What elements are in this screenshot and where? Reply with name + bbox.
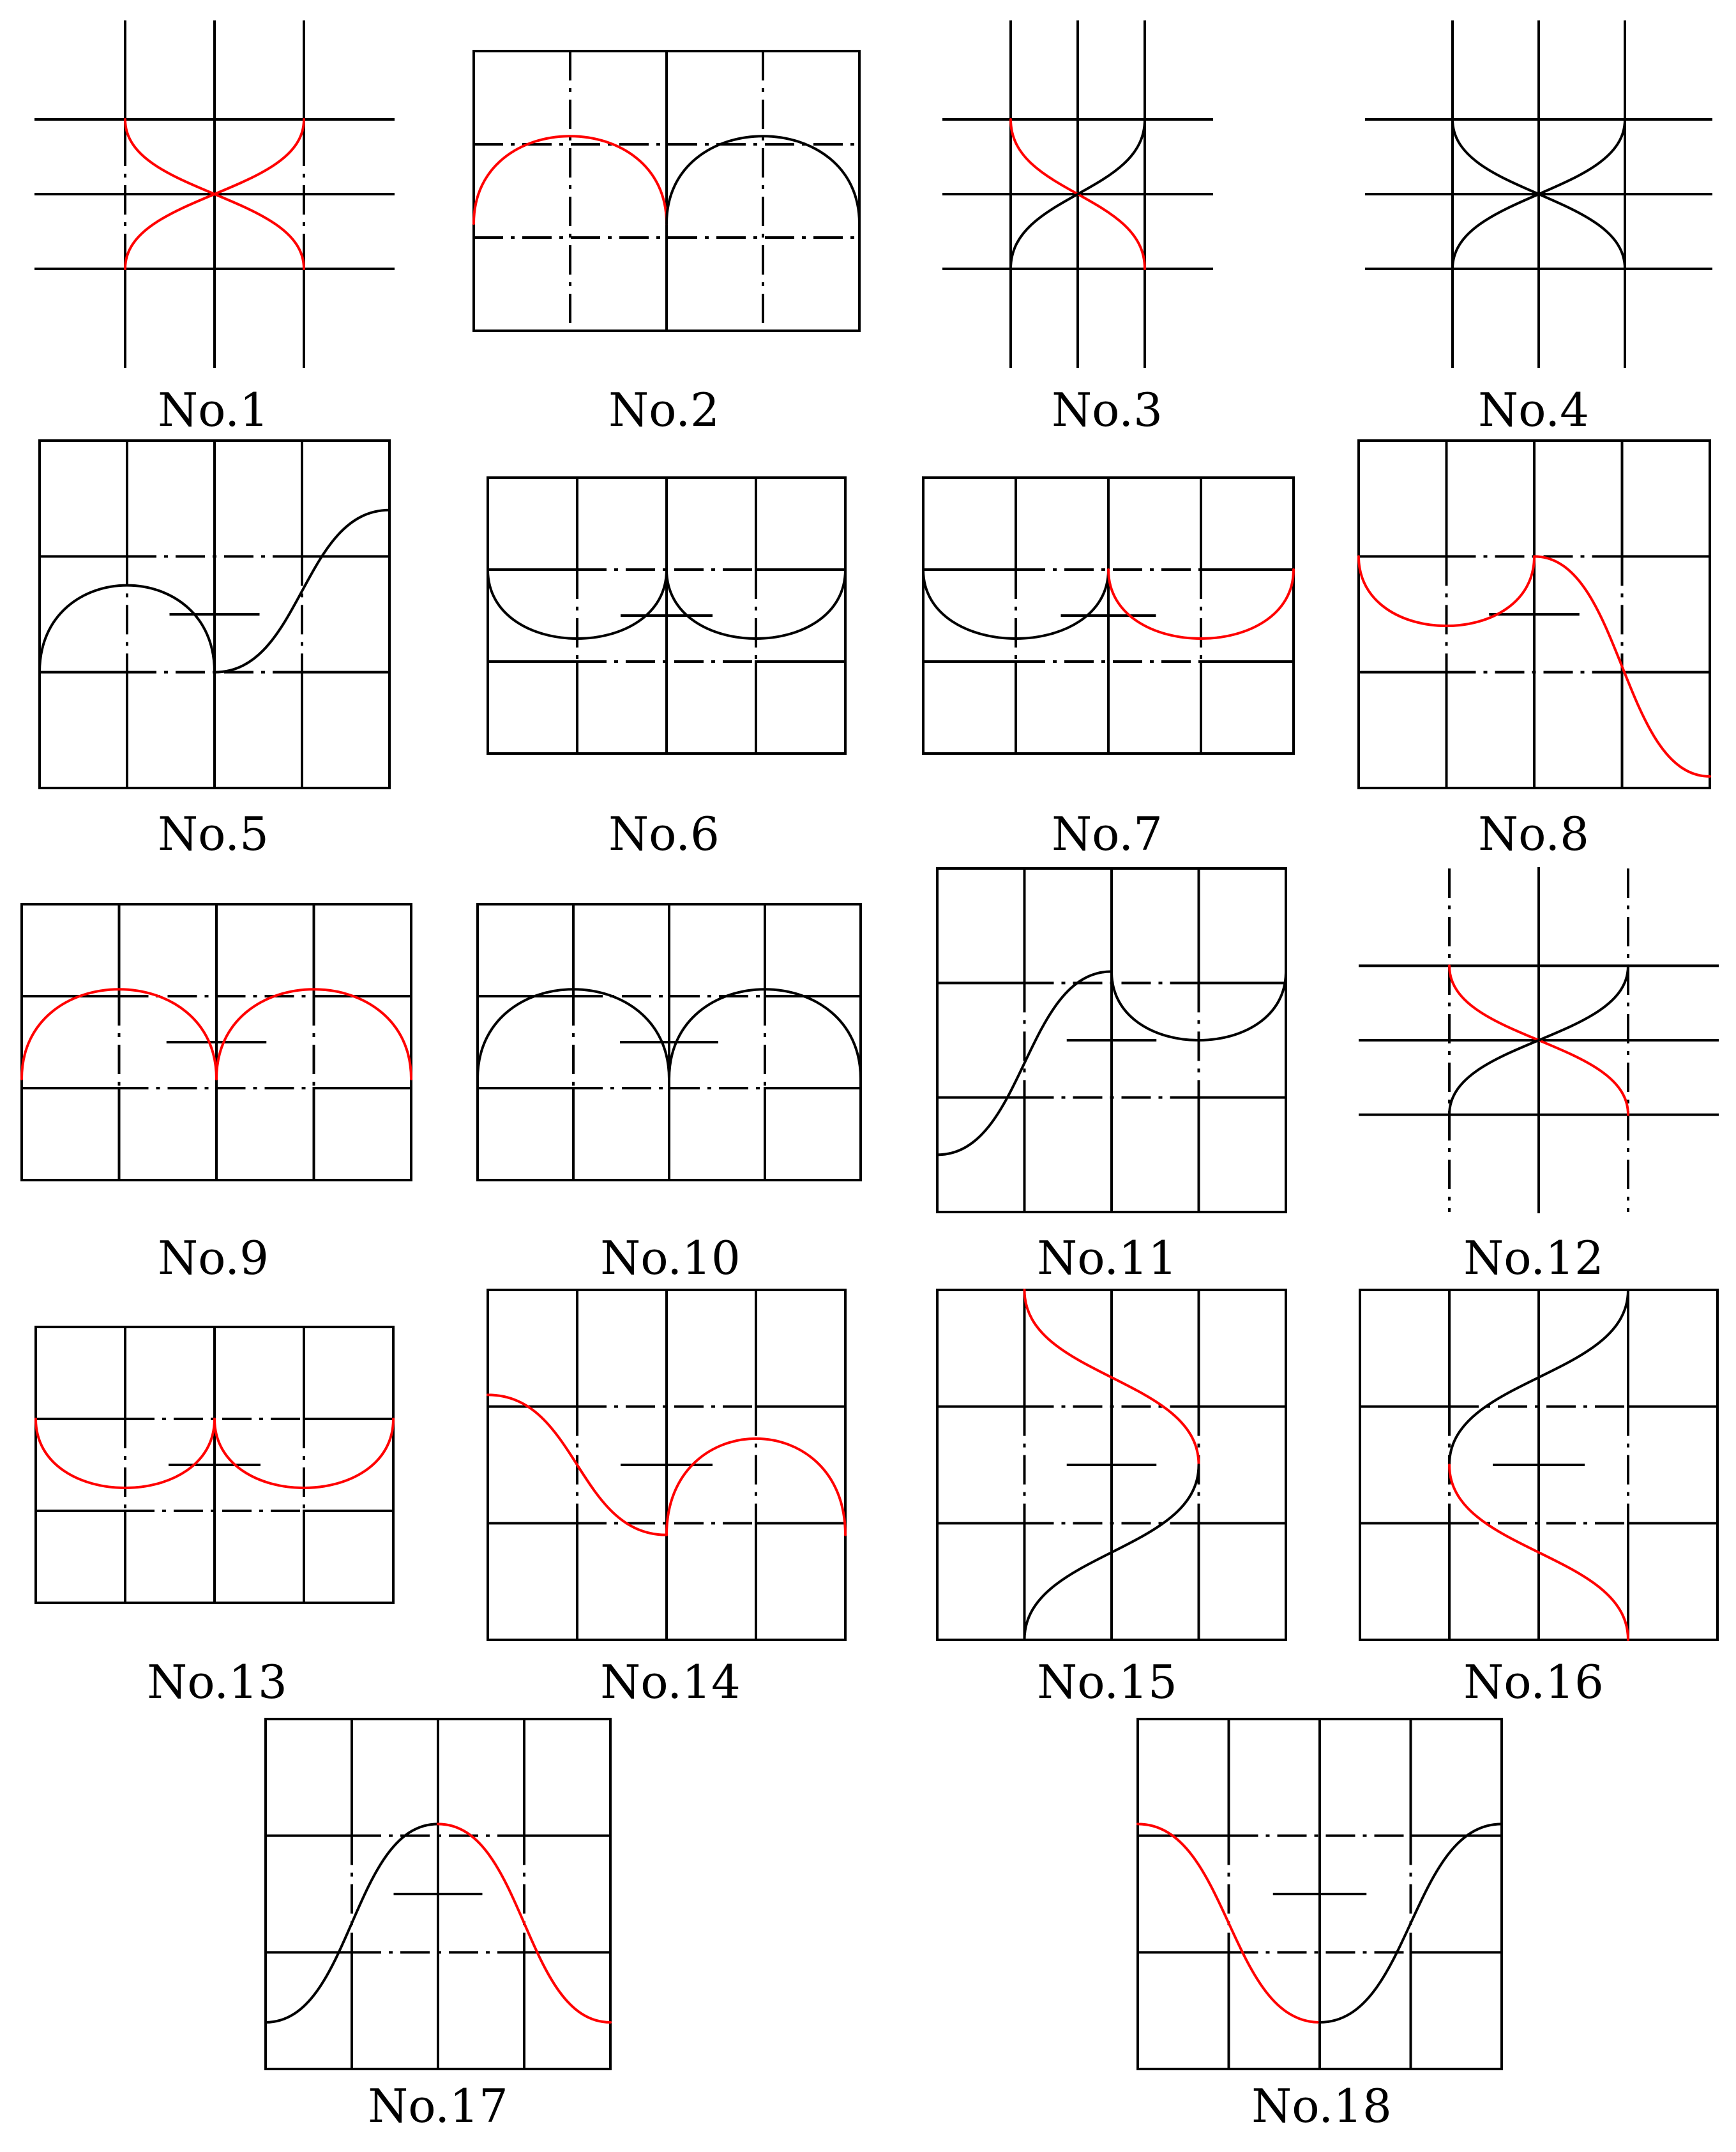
caption-no18: No.18 [1251,2079,1392,2133]
caption-no12: No.12 [1463,1231,1604,1285]
caption-no14: No.14 [600,1655,741,1709]
figure-6 [488,478,845,754]
caption-no15: No.15 [1037,1655,1177,1709]
figure-1 [36,22,393,367]
figure-10 [478,904,861,1180]
caption-no9: No.9 [158,1231,269,1285]
figure-11 [937,868,1286,1212]
figure-14 [488,1290,845,1640]
caption-no11: No.11 [1037,1231,1177,1285]
caption-no3: No.3 [1052,383,1163,437]
figure-9 [22,904,411,1180]
caption-no2: No.2 [608,383,720,437]
caption-no5: No.5 [158,807,269,861]
caption-no8: No.8 [1478,807,1589,861]
caption-no10: No.10 [600,1231,741,1285]
caption-no6: No.6 [608,807,720,861]
caption-no1: No.1 [158,383,269,437]
figure-18 [1138,1719,1502,2069]
figure-12 [1360,868,1717,1212]
figure-8 [1359,441,1710,788]
figure-16 [1360,1290,1717,1640]
figure-13 [36,1327,393,1603]
figure-4 [1366,22,1711,367]
figure-15 [937,1290,1286,1640]
caption-no4: No.4 [1478,383,1589,437]
figure-3 [944,22,1212,367]
caption-no13: No.13 [147,1655,287,1709]
figure-7 [923,478,1294,754]
caption-no16: No.16 [1463,1655,1604,1709]
figure-17 [266,1719,610,2069]
caption-no7: No.7 [1052,807,1163,861]
caption-no17: No.17 [368,2079,508,2133]
figure-2 [474,51,859,331]
figure-5 [40,441,389,788]
